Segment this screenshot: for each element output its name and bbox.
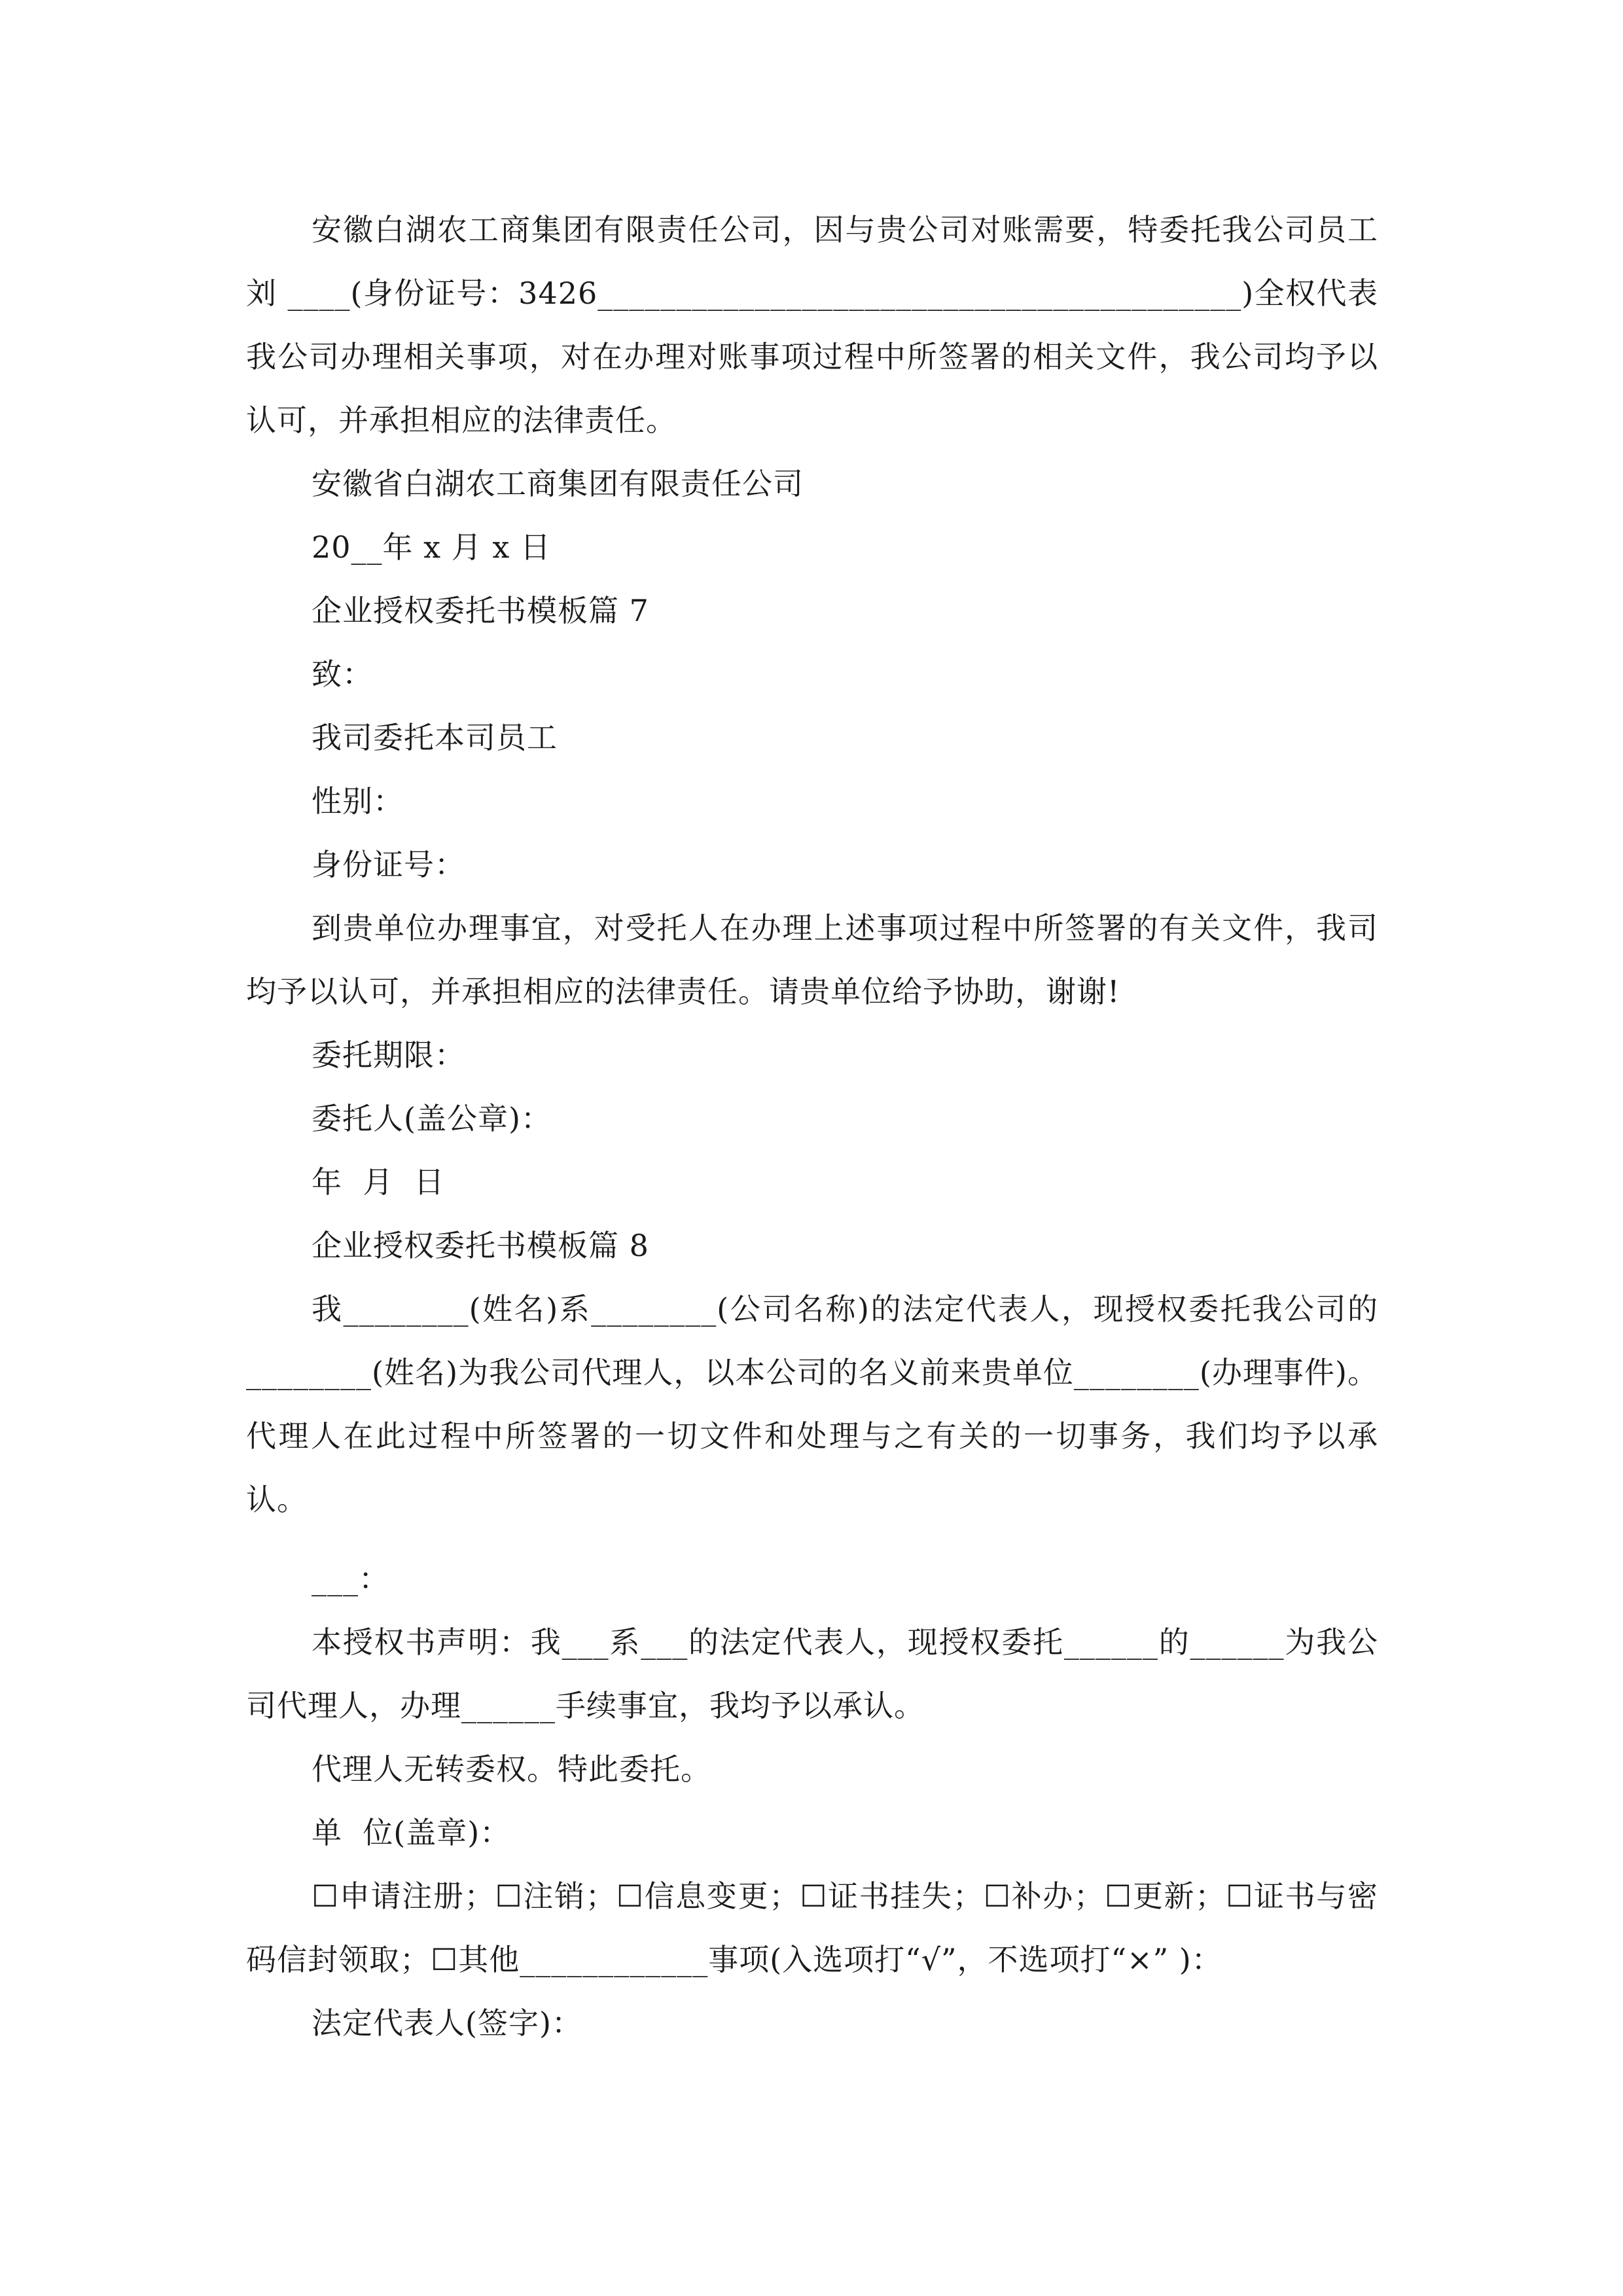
paragraph-rep-signature: 法定代表人(签字)：: [312, 2005, 582, 2041]
paragraph-id-number: 身份证号：: [312, 847, 465, 882]
section-title-7: 企业授权委托书模板篇 7: [312, 593, 649, 628]
paragraph-spacer: [246, 1532, 1378, 1547]
paragraph-to: 致：: [312, 656, 373, 692]
section-title-8: 企业授权委托书模板篇 8: [312, 1228, 649, 1263]
paragraph-legal-rep: 我________(姓名)系________(公司名称)的法定代表人，现授权委托我公司的________(姓名)为我公司代理人，以本公司的名义前来贵单位________(办理事件)。代理人在此过程中所签署的一切文件和处理与之有关的一切事务，我们均予以承认。: [246, 1291, 1378, 1517]
paragraph-date-1: 20__年 x 月 x 日: [312, 529, 551, 565]
paragraph-term: 委托期限：: [312, 1037, 465, 1073]
paragraph-company-name: 安徽省白湖农工商集团有限责任公司: [312, 466, 804, 501]
paragraph-declaration: 本授权书声明：我___系___的法定代表人，现授权委托______的______为我公司代理人，办理______手续事宜，我均予以承认。: [246, 1624, 1378, 1723]
paragraph-no-subdelegation: 代理人无转委权。特此委托。: [312, 1751, 711, 1787]
paragraph-addressee: ___：: [312, 1561, 389, 1596]
paragraph-entrustment-intro: 安徽白湖农工商集团有限责任公司，因与贵公司对账需要，特委托我公司员工刘 ____(身份证号：3426_________________________________________)全权代表我公司办理相关事项，对在办理对账事项过程中所签署的相关文件，我公司均予以认可，并承担相应的法律责任。: [246, 212, 1378, 438]
paragraph-gender: 性别：: [312, 783, 404, 819]
paragraph-date-2: 年 月 日: [312, 1164, 445, 1200]
paragraph-options: ☐申请注册；☐注销；☐信息变更；☐证书挂失；☐补办；☐更新；☐证书与密码信封领取；☐其他____________事项(入选项打“√”，不选项打“×” )：: [246, 1878, 1378, 1977]
paragraph-employee: 我司委托本司员工: [312, 720, 558, 755]
paragraph-matters: 到贵单位办理事宜，对受托人在办理上述事项过程中所签署的有关文件，我司均予以认可，并承担相应的法律责任。请贵单位给予协助，谢谢!: [246, 910, 1378, 1009]
document-body: [246, 198, 1378, 2055]
paragraph-unit-seal: 单 位(盖章)：: [312, 1815, 511, 1850]
paragraph-principal-seal: 委托人(盖公章)：: [312, 1101, 552, 1136]
